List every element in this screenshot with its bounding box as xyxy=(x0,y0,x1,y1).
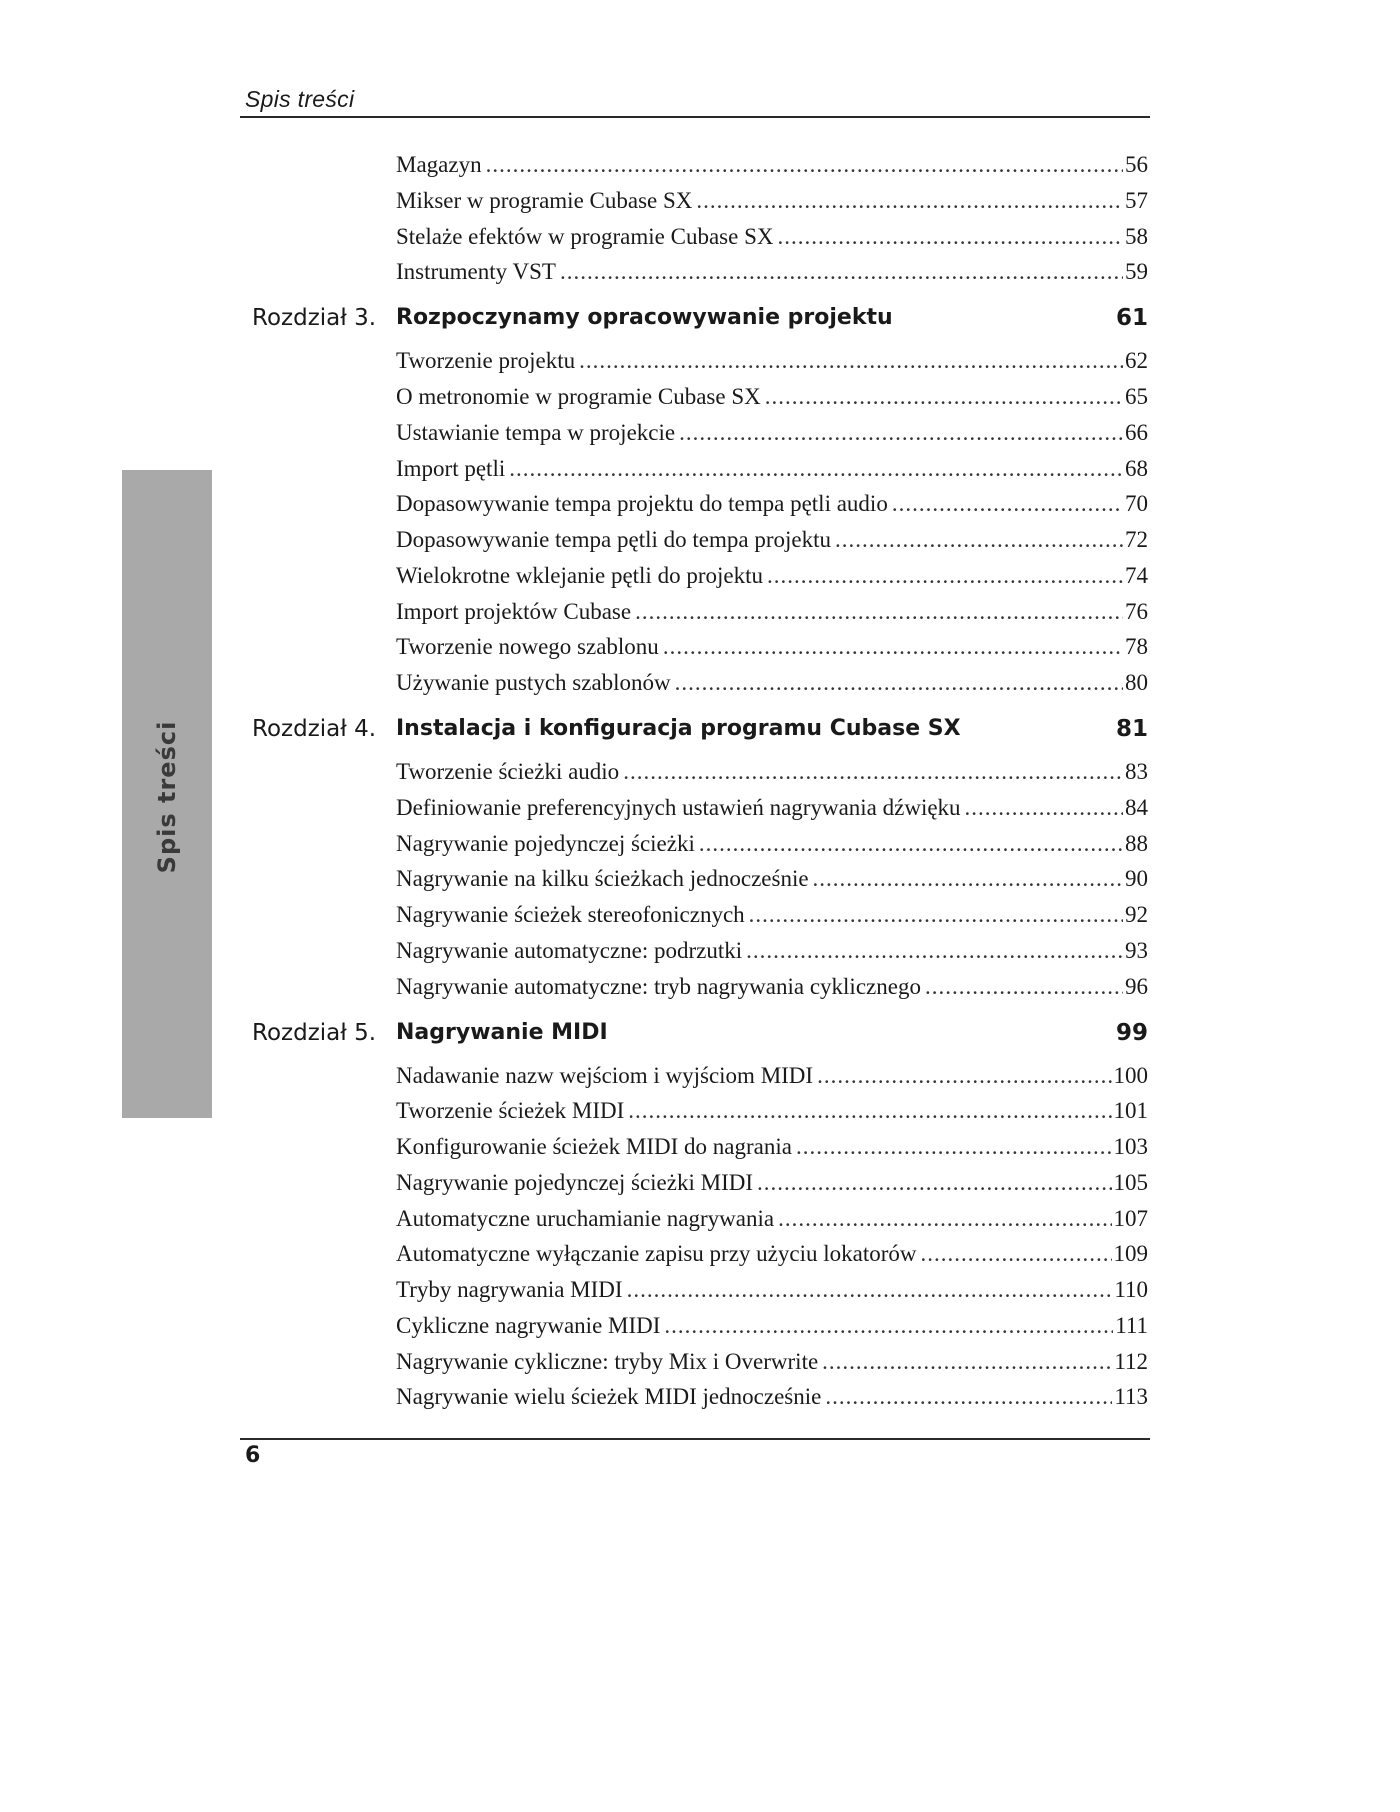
toc-entry-title: Import pętli xyxy=(396,455,506,481)
toc-entry-title: Nagrywanie automatyczne: tryb nagrywania cyklicznego xyxy=(396,973,921,999)
toc-entry[interactable] xyxy=(396,630,1148,664)
dot-leader xyxy=(679,416,1123,450)
toc-entry-title: Konfigurowanie ścieżek MIDI do nagrania xyxy=(396,1134,792,1159)
toc-entry-title: Tworzenie ścieżki audio xyxy=(396,759,620,784)
dot-leader xyxy=(796,1130,1112,1164)
toc-entry-title: Mikser w programie Cubase SX xyxy=(396,187,693,213)
chapter-title[interactable]: Nagrywanie MIDI xyxy=(396,1019,608,1045)
toc-entry-title: Automatyczne wyłączanie zapisu przy użyciu lokatorów xyxy=(396,1241,917,1267)
header-rule xyxy=(240,116,1150,118)
toc-entry-page: 84 xyxy=(1125,794,1148,820)
toc-entry[interactable] xyxy=(396,416,1148,450)
page-number: 6 xyxy=(245,1443,261,1468)
dot-leader xyxy=(627,1273,1113,1307)
toc-entry[interactable] xyxy=(396,1345,1148,1379)
toc-entry-title: Tryby nagrywania MIDI xyxy=(396,1277,623,1302)
toc-entry-title: Automatyczne uruchamianie nagrywania xyxy=(396,1205,775,1231)
toc-entry-page: 72 xyxy=(1125,527,1148,552)
toc-entry-title: Dopasowywanie tempa pętli do tempa projektu xyxy=(396,527,831,552)
dot-leader xyxy=(663,630,1123,664)
toc-entry-title: Wielokrotne wklejanie pętli do projektu xyxy=(396,562,763,588)
dot-leader xyxy=(664,1309,1113,1343)
dot-leader xyxy=(822,1345,1112,1379)
toc-entry-title: Nagrywanie wielu ścieżek MIDI jednocześnie xyxy=(396,1384,822,1410)
dot-leader xyxy=(835,523,1123,557)
dot-leader xyxy=(509,452,1123,486)
toc-entry-title: Tworzenie projektu xyxy=(396,348,576,374)
toc-entry-page: 57 xyxy=(1125,187,1148,213)
toc-entry[interactable] xyxy=(396,791,1148,825)
toc-entry-page: 70 xyxy=(1125,491,1148,517)
toc-entry-title: Używanie pustych szablonów xyxy=(396,670,671,695)
toc-entry-title: Instrumenty VST xyxy=(396,259,556,285)
toc-entry-page: 58 xyxy=(1125,223,1148,249)
dot-leader xyxy=(746,934,1123,968)
dot-leader xyxy=(778,1202,1111,1236)
toc-entry-title: Dopasowywanie tempa projektu do tempa pętli audio xyxy=(396,491,888,517)
chapter-label: Rozdział 4. xyxy=(252,716,377,742)
chapter-label: Rozdział 3. xyxy=(252,305,377,332)
toc-entry[interactable] xyxy=(396,487,1148,521)
running-head: Spis treści xyxy=(245,86,355,112)
toc-entry[interactable] xyxy=(396,827,1148,861)
dot-leader xyxy=(635,595,1123,629)
toc-entry-title: Ustawianie tempa w projekcie xyxy=(396,419,676,445)
toc-entry[interactable] xyxy=(396,755,1148,789)
dot-leader xyxy=(749,898,1123,932)
toc-entry-title: Tworzenie nowego szablonu xyxy=(396,634,659,660)
toc-entry[interactable] xyxy=(396,1130,1148,1164)
toc-entry-title: Nagrywanie ścieżek stereofonicznych xyxy=(396,902,745,927)
toc-entry-page: 110 xyxy=(1114,1277,1148,1302)
toc-entry[interactable] xyxy=(396,1309,1148,1343)
toc-entry-page: 90 xyxy=(1125,866,1148,892)
toc-entry-page: 92 xyxy=(1125,902,1148,927)
toc-entry-page: 93 xyxy=(1125,937,1148,963)
toc-entry-page: 80 xyxy=(1125,670,1148,695)
toc-entry-page: 105 xyxy=(1113,1169,1148,1195)
toc-entry[interactable] xyxy=(396,1094,1148,1128)
dot-leader xyxy=(767,559,1123,593)
toc-entry[interactable] xyxy=(396,559,1148,593)
toc-entry-title: Cykliczne nagrywanie MIDI xyxy=(396,1312,661,1338)
toc-entry-title: Nagrywanie pojedynczej ścieżki MIDI xyxy=(396,1169,753,1195)
toc-entry-page: 76 xyxy=(1125,598,1148,624)
toc-entry-title: Nagrywanie cykliczne: tryby Mix i Overwrite xyxy=(396,1348,819,1374)
dot-leader xyxy=(696,184,1123,218)
toc-entry[interactable] xyxy=(396,452,1148,486)
toc-entry[interactable] xyxy=(396,970,1148,1004)
toc-entry-page: 111 xyxy=(1115,1312,1148,1338)
dot-leader xyxy=(825,1380,1112,1414)
toc-entry-page: 88 xyxy=(1125,830,1148,856)
chapter-page-number: 99 xyxy=(1115,1019,1148,1046)
dot-leader xyxy=(699,827,1123,861)
toc-entry-page: 66 xyxy=(1125,419,1148,445)
toc-entry[interactable] xyxy=(396,1237,1148,1271)
dot-leader xyxy=(579,344,1123,378)
toc-entry[interactable] xyxy=(396,184,1148,218)
toc-entry-page: 62 xyxy=(1125,348,1148,374)
toc-entry-page: 101 xyxy=(1113,1098,1148,1124)
dot-leader xyxy=(921,1237,1112,1271)
toc-entry-title: Nagrywanie automatyczne: podrzutki xyxy=(396,937,743,963)
toc-entry[interactable] xyxy=(396,1273,1148,1307)
dot-leader xyxy=(675,666,1123,700)
toc-entry[interactable] xyxy=(396,595,1148,629)
toc-entry-title: Tworzenie ścieżek MIDI xyxy=(396,1098,625,1124)
toc-entry[interactable] xyxy=(396,1059,1148,1093)
dot-leader xyxy=(817,1059,1111,1093)
toc-entry-page: 100 xyxy=(1113,1062,1148,1088)
chapter-page-number: 61 xyxy=(1115,305,1148,332)
toc-entry[interactable] xyxy=(396,380,1148,414)
dot-leader xyxy=(623,755,1123,789)
toc-entry-title: O metronomie w programie Cubase SX xyxy=(396,384,761,409)
toc-entry[interactable] xyxy=(396,1202,1148,1236)
dot-leader xyxy=(965,791,1123,825)
toc-entry[interactable] xyxy=(396,862,1148,896)
toc-entry-title: Stelaże efektów w programie Cubase SX xyxy=(396,223,774,249)
toc-entry-title: Magazyn xyxy=(396,152,482,177)
toc-entry[interactable] xyxy=(396,220,1148,254)
toc-entry-page: 113 xyxy=(1114,1384,1148,1410)
side-thumb-tab xyxy=(122,470,212,1118)
toc-entry-page: 107 xyxy=(1113,1205,1148,1231)
chapter-title[interactable]: Rozpoczynamy opracowywanie projektu xyxy=(396,305,893,331)
dot-leader xyxy=(486,148,1123,182)
toc-entry-title: Import projektów Cubase xyxy=(396,598,632,624)
toc-entry-page: 59 xyxy=(1125,259,1148,285)
dot-leader xyxy=(813,862,1123,896)
dot-leader xyxy=(757,1166,1112,1200)
toc-entry[interactable] xyxy=(396,344,1148,378)
footer-rule xyxy=(240,1438,1150,1440)
toc-entry[interactable] xyxy=(396,898,1148,932)
toc-entry-page: 68 xyxy=(1125,455,1148,481)
toc-entry-page: 65 xyxy=(1125,384,1148,409)
toc-entry-page: 103 xyxy=(1113,1134,1148,1159)
toc-entry-page: 109 xyxy=(1113,1241,1148,1267)
toc-entry-page: 74 xyxy=(1125,562,1148,588)
dot-leader xyxy=(777,220,1123,254)
toc-entry[interactable] xyxy=(396,255,1148,289)
toc-entry[interactable] xyxy=(396,1166,1148,1200)
toc-entry-page: 56 xyxy=(1125,152,1148,177)
dot-leader xyxy=(560,255,1123,289)
toc-entry[interactable] xyxy=(396,1380,1148,1414)
toc-entry-title: Definiowanie preferencyjnych ustawień nagrywania dźwięku xyxy=(396,794,961,820)
toc-entry[interactable] xyxy=(396,148,1148,182)
dot-leader xyxy=(925,970,1123,1004)
chapter-page-number: 81 xyxy=(1115,716,1148,742)
toc-entry[interactable] xyxy=(396,666,1148,700)
dot-leader xyxy=(765,380,1123,414)
toc-entry-page: 96 xyxy=(1125,973,1148,999)
toc-entry-page: 78 xyxy=(1125,634,1148,660)
dot-leader xyxy=(892,487,1123,521)
toc-entry-page: 112 xyxy=(1114,1348,1148,1374)
chapter-label: Rozdział 5. xyxy=(252,1019,377,1046)
toc-entry[interactable] xyxy=(396,523,1148,557)
toc-entry-title: Nadawanie nazw wejściom i wyjściom MIDI xyxy=(396,1062,814,1088)
side-thumb-label: Spis treści xyxy=(153,720,181,874)
chapter-title[interactable]: Instalacja i konfiguracja programu Cubase SX xyxy=(396,716,961,741)
toc-entry-title: Nagrywanie na kilku ścieżkach jednocześnie xyxy=(396,866,809,892)
dot-leader xyxy=(628,1094,1111,1128)
toc-entry-title: Nagrywanie pojedynczej ścieżki xyxy=(396,830,695,856)
toc-entry-page: 83 xyxy=(1125,759,1148,784)
toc-entry[interactable] xyxy=(396,934,1148,968)
